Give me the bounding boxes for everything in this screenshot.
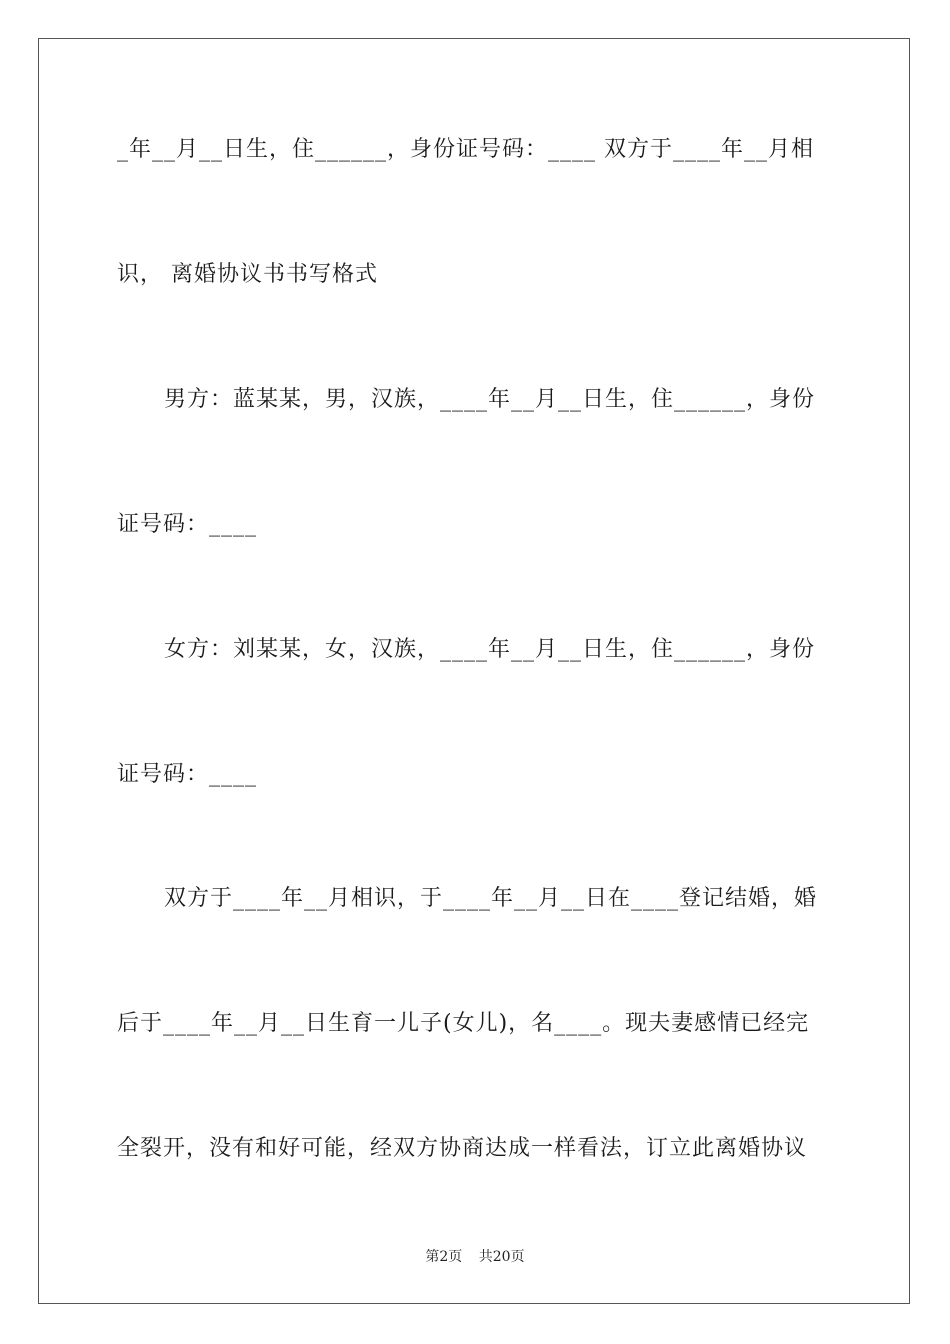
page-footer (0, 1248, 950, 1266)
text-line-4: 证号码：____ (117, 512, 258, 537)
text-line-2: 识， 离婚协议书书写格式 (117, 262, 378, 287)
text-line-1: _年__月__日生，住______，身份证号码：____ 双方于____年__月相 (117, 137, 814, 162)
page-total: 共20页 (478, 1249, 525, 1265)
text-line-8: 后于____年__月__日生育一儿子(女儿)，名____。现夫妻感情已经完 (117, 1011, 810, 1036)
page-border (38, 38, 910, 1304)
text-line-5-female-party: 女方：刘某某，女，汉族，____年__月__日生，住______，身份 (164, 637, 816, 662)
page-number: 第2页 (425, 1249, 463, 1265)
text-line-7: 双方于____年__月相识，于____年__月__日在____登记结婚，婚 (164, 886, 818, 911)
text-line-9: 全裂开，没有和好可能，经双方协商达成一样看法，订立此离婚协议 (117, 1136, 808, 1161)
text-line-6: 证号码：____ (117, 762, 258, 787)
text-line-3-male-party: 男方：蓝某某，男，汉族，____年__月__日生，住______，身份 (164, 387, 816, 412)
